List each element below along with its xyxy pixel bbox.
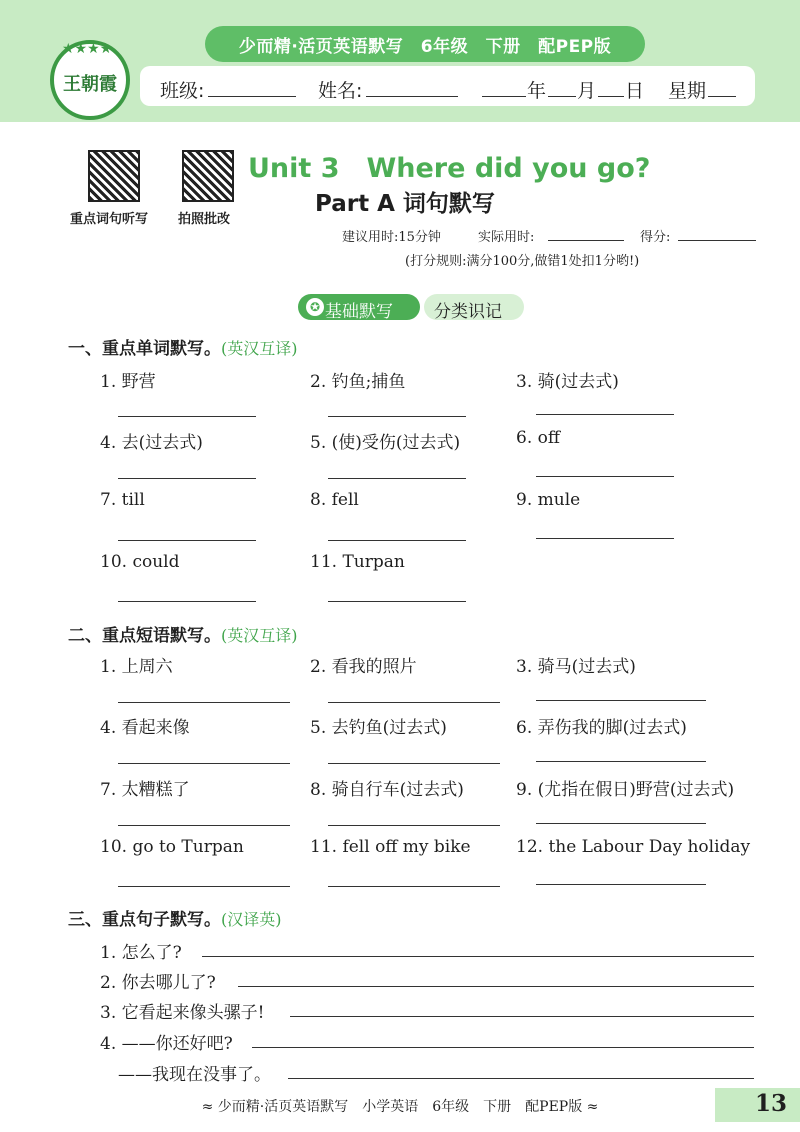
tab-classify-label: 分类识记: [434, 302, 502, 322]
qr-code-icon[interactable]: [182, 150, 234, 202]
list-item: 7. 太糟糕了: [100, 780, 190, 800]
answer-line[interactable]: [118, 886, 290, 887]
answer-line[interactable]: [118, 825, 290, 826]
actual-time-label: 实际用时:: [478, 230, 535, 245]
month-field[interactable]: [548, 96, 576, 97]
tab-basic-label: 基础默写: [325, 302, 393, 322]
qr-caption-listen: 重点词句听写: [70, 212, 149, 227]
logo-text: 王朝霞: [63, 74, 117, 95]
list-item: 5. 去钓鱼(过去式): [310, 718, 447, 738]
list-item: 9. mule: [516, 490, 581, 510]
series-title: 少而精·活页英语默写 6年级 下册 配PEP版: [238, 37, 612, 57]
medal-icon: ✪: [306, 298, 324, 316]
list-item: 6. 弄伤我的脚(过去式): [516, 718, 687, 738]
list-item: 11. Turpan: [310, 552, 405, 572]
day-field[interactable]: [598, 96, 624, 97]
list-item: 1. 怎么了?: [100, 943, 182, 963]
answer-line[interactable]: [118, 763, 290, 764]
list-item: 7. till: [100, 490, 145, 510]
answer-line[interactable]: [328, 702, 500, 703]
class-field[interactable]: [208, 96, 296, 97]
year-label: 年: [527, 80, 547, 102]
answer-line[interactable]: [536, 476, 674, 477]
list-item: 8. fell: [310, 490, 359, 510]
name-field[interactable]: [366, 96, 458, 97]
score-field[interactable]: [678, 240, 756, 241]
answer-line[interactable]: [536, 823, 706, 824]
list-item: 3. 骑(过去式): [516, 372, 619, 392]
answer-line[interactable]: [328, 825, 500, 826]
answer-line[interactable]: [290, 1016, 754, 1017]
list-item: 3. 骑马(过去式): [516, 657, 636, 677]
list-item: 1. 野营: [100, 372, 156, 392]
section-sentences-heading: 三、重点句子默写。: [68, 910, 221, 930]
year-field[interactable]: [482, 96, 526, 97]
qr-caption-grade: 拍照批改: [178, 212, 231, 227]
unit-title: Unit 3 Where did you go?: [248, 153, 651, 184]
score-label: 得分:: [640, 230, 671, 245]
list-item: 11. fell off my bike: [310, 837, 471, 857]
suggested-time: 建议用时:15分钟: [342, 230, 441, 245]
logo-stars: ★★★★: [62, 41, 113, 57]
section-phrases-hint: (英汉互译): [221, 626, 298, 645]
section-phrases-title: [68, 621, 298, 646]
section-words-title: [68, 334, 298, 359]
list-item: 6. off: [516, 428, 560, 448]
list-item: 8. 骑自行车(过去式): [310, 780, 464, 800]
answer-line[interactable]: [288, 1078, 754, 1079]
answer-line[interactable]: [328, 416, 466, 417]
weekday-label: 星期: [668, 80, 707, 102]
section-phrases-heading: 二、重点短语默写。: [68, 626, 221, 646]
list-item: 2. 你去哪儿了?: [100, 973, 216, 993]
month-label: 月: [577, 80, 597, 102]
answer-line[interactable]: [118, 478, 256, 479]
section-words-heading: 一、重点单词默写。: [68, 339, 221, 359]
part-title: Part A 词句默写: [315, 191, 495, 217]
answer-line[interactable]: [328, 601, 466, 602]
answer-line[interactable]: [536, 700, 706, 701]
info-row: [140, 66, 755, 106]
list-item: 4. ——你还好吧?: [100, 1034, 233, 1054]
footer-text: ≈ 少而精·活页英语默写 小学英语 6年级 下册 配PEP版 ≈: [201, 1099, 599, 1115]
answer-line[interactable]: [328, 886, 500, 887]
weekday-field[interactable]: [708, 96, 736, 97]
answer-line[interactable]: [118, 702, 290, 703]
list-item: 12. the Labour Day holiday: [516, 837, 751, 857]
answer-line[interactable]: [118, 540, 256, 541]
day-label: 日: [625, 80, 645, 102]
list-item: 2. 看我的照片: [310, 657, 417, 677]
answer-line[interactable]: [536, 884, 706, 885]
list-item: 10. go to Turpan: [100, 837, 244, 857]
answer-line[interactable]: [118, 416, 256, 417]
answer-line[interactable]: [118, 601, 256, 602]
list-item: 3. 它看起来像头骡子!: [100, 1003, 265, 1023]
answer-line[interactable]: [252, 1047, 754, 1048]
list-item: 2. 钓鱼;捕鱼: [310, 372, 406, 392]
list-item: ——我现在没事了。: [118, 1065, 271, 1085]
answer-line[interactable]: [238, 986, 754, 987]
list-item: 4. 去(过去式): [100, 433, 203, 453]
section-sentences-hint: (汉译英): [221, 910, 282, 929]
section-words-hint: (英汉互译): [221, 339, 298, 358]
list-item: 1. 上周六: [100, 657, 173, 677]
answer-line[interactable]: [536, 538, 674, 539]
scoring-rule: (打分规则:满分100分,做错1处扣1分哟!): [405, 254, 640, 269]
answer-line[interactable]: [328, 540, 466, 541]
answer-line[interactable]: [536, 761, 706, 762]
list-item: 4. 看起来像: [100, 718, 190, 738]
section-sentences-title: [68, 905, 282, 930]
list-item: 5. (使)受伤(过去式): [310, 433, 461, 453]
list-item: 10. could: [100, 552, 180, 572]
answer-line[interactable]: [328, 763, 500, 764]
answer-line[interactable]: [202, 956, 754, 957]
answer-line[interactable]: [328, 478, 466, 479]
list-item: 9. (尤指在假日)野营(过去式): [516, 780, 735, 800]
actual-time-field[interactable]: [548, 240, 624, 241]
answer-line[interactable]: [536, 414, 674, 415]
page-number: 13: [755, 1090, 788, 1117]
class-label: 班级:: [160, 80, 205, 102]
qr-code-icon[interactable]: [88, 150, 140, 202]
name-label: 姓名:: [318, 80, 363, 102]
